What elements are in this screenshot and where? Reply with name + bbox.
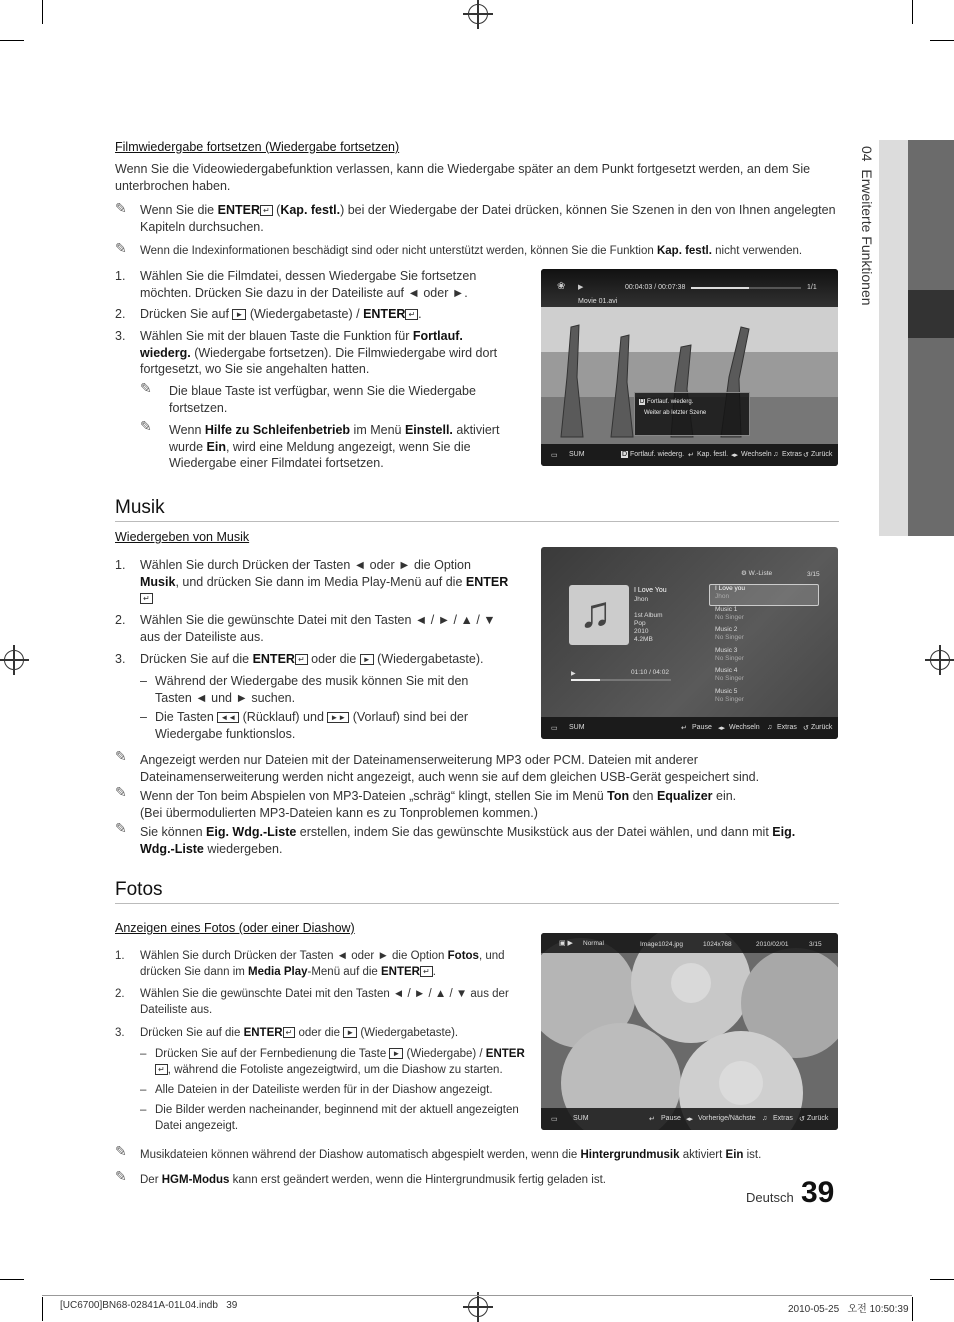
music-list-title: I Love you (715, 585, 745, 592)
arrows-icon: ◂▸ (718, 725, 726, 732)
playlist-label: ⚙ W.-Liste (741, 570, 773, 577)
crop-mark (42, 1297, 43, 1321)
photo-count: 3/15 (809, 941, 822, 948)
movie-bottom-bar (541, 444, 838, 466)
bar-pause[interactable]: Pause (692, 724, 712, 731)
registration-mark-icon (468, 1297, 488, 1317)
divider (115, 903, 839, 904)
music-list-artist: No Singer (715, 654, 744, 662)
usb-icon: ▭ (551, 452, 558, 459)
track-title: I Love You (634, 587, 667, 594)
section-heading: Filmwiedergabe fortsetzen (Wiedergabe fortsetzen) (115, 140, 400, 154)
crop-mark (930, 40, 954, 41)
footer-language: Deutsch (746, 1190, 794, 1205)
music-list-item[interactable] (715, 585, 815, 606)
music-time: 01:10 / 04:02 (631, 669, 669, 676)
intro-text: Wenn Sie die Videowiedergabefunktion verlassen, kann die Wiedergabe später an dem Punkt fortgesetzt werden, an dem Sie unterbrochen haben. (115, 162, 811, 193)
music-list (715, 585, 815, 708)
music-list-artist: Jhon (715, 593, 730, 600)
note-pen-icon: ✎ (115, 1143, 127, 1159)
dash: – (140, 1084, 147, 1096)
step-text: Wählen Sie durch Drücken der Tasten ◄ oder ► die Option Musik, und drücken Sie dann im Media Play-Menü auf die ENTER↵ (140, 558, 509, 603)
bar-prevnext[interactable]: Vorherige/Nächste (698, 1115, 756, 1122)
bar-extras[interactable]: Extras (773, 1115, 793, 1122)
dash-text: Alle Dateien in der Dateiliste werden für in der Diashow angezeigt. (155, 1084, 493, 1096)
music-list-title: Music 3 (715, 646, 738, 654)
photo-bottom-bar (541, 1108, 838, 1130)
bar-sum: SUM (573, 1115, 589, 1122)
section-heading: Wiedergeben von Musik (115, 530, 250, 544)
dash-text: Die Tasten ◄◄ (Rücklauf) und ►► (Vorlauf) sind bei der Wiedergabe funktionslos. (155, 710, 469, 741)
enter-icon: ↵ (688, 452, 694, 459)
photo-icon: ▣ ▶ (559, 940, 573, 947)
music-bottom-bar (541, 717, 838, 739)
usb-icon: ▭ (551, 1116, 558, 1123)
side-tab-dark (908, 140, 954, 290)
slug-line (42, 1295, 912, 1296)
movie-count: 1/1 (807, 284, 817, 291)
track-year: 2010 (634, 628, 649, 635)
note-pen-icon: ✎ (115, 784, 127, 800)
step-number: 2. (115, 613, 126, 627)
movie-filename: Movie 01.avi (578, 298, 618, 305)
dash-text: Während der Wiedergabe des musik können Sie mit den Tasten ◄ und ► suchen. (155, 674, 469, 705)
play-icon: ▶ (571, 671, 576, 677)
crop-mark (912, 1297, 913, 1321)
dash: – (140, 1048, 147, 1060)
apples-photo (541, 933, 838, 1130)
note-pen-icon: ✎ (115, 240, 127, 256)
arrows-icon: ◂▸ (686, 1116, 694, 1123)
enter-icon: ↵ (649, 1116, 655, 1123)
music-list-item[interactable] (715, 606, 815, 627)
tools-icon: ♫ (762, 1115, 768, 1122)
movie-progress-fill (691, 287, 749, 289)
popup-text: Weiter ab letzter Szene (644, 410, 707, 416)
step-text: Wählen Sie die gewünschte Datei mit den Tasten ◄ / ► / ▲ / ▼ aus der Dateiliste aus. (140, 613, 496, 644)
music-list-title: Music 4 (715, 667, 738, 674)
tools-icon: ♫ (767, 724, 773, 731)
photo-mode: Normal (583, 940, 604, 947)
bar-fortlauf[interactable]: Fortlauf. wiederg. (630, 451, 685, 458)
photo-date: 2010/02/01 (756, 941, 789, 948)
music-list-artist: No Singer (715, 634, 744, 641)
side-tab-dark (908, 338, 954, 536)
section-heading: Anzeigen eines Fotos (oder einer Diashow) (115, 921, 355, 935)
note-text: Wenn Sie die ENTER ↵ (Kap. festl.) bei der Wiedergabe der Datei drücken, können Sie Szenen in den von Ihnen angelegten Kapiteln durchsuchen. (140, 203, 836, 234)
side-tab-marker (908, 290, 954, 338)
track-album: 1st Album (634, 612, 663, 619)
note-text: Sie können Eig. Wdg.-Liste erstellen, indem Sie das gewünschte Musikstück aus der Datei wählen, und dann mit Eig. Wdg.-Liste wiedergeben. (140, 825, 796, 856)
note-pen-icon: ✎ (140, 380, 152, 396)
slug-right: 2010-05-25 오전 10:50:39 (788, 1304, 909, 1315)
slug-left: [UC6700]BN68-02841A-01L04.indb 39 (60, 1300, 238, 1311)
note-text: Wenn der Ton beim Abspielen von MP3-Dateien „schräg“ klingt, stellen Sie im Menü Ton den Equalizer ein. (Bei übermodulierten MP3-Dateien kann es zu Tonproblemen kommen.) (140, 789, 737, 820)
step-number: 3. (115, 1027, 125, 1039)
divider (115, 521, 839, 522)
step-text: Wählen Sie die gewünschte Datei mit den Tasten ◄ / ► / ▲ / ▼ aus der Dateiliste aus. (140, 988, 509, 1016)
registration-mark-icon (4, 650, 24, 670)
bar-zurueck[interactable]: Zurück (807, 1115, 829, 1122)
bar-zurueck[interactable]: Zurück (811, 724, 833, 731)
step-number: 2. (115, 307, 126, 321)
return-icon: ↺ (799, 1116, 805, 1123)
music-list-item[interactable] (715, 688, 815, 709)
return-icon: ↺ (803, 725, 809, 732)
crop-mark (912, 0, 913, 24)
track-size: 4.2MB (634, 636, 653, 643)
note-text: Der HGM-Modus kann erst geändert werden, wenn die Hintergrundmusik fertig geladen ist. (140, 1174, 606, 1186)
music-list-artist: No Singer (715, 675, 744, 682)
photo-screen (541, 933, 838, 1130)
bar-pause[interactable]: Pause (661, 1115, 681, 1122)
music-progress-track (571, 679, 671, 681)
music-progress-fill (571, 679, 600, 681)
photo-filename: Image1024.jpg (640, 941, 684, 948)
usb-icon: ▭ (551, 725, 558, 732)
bar-sum: SUM (569, 451, 585, 458)
music-list-item[interactable] (715, 647, 815, 668)
section-title: Fotos (115, 879, 163, 900)
music-note-icon: ♫ (579, 588, 612, 637)
step-text: Wählen Sie die Filmdatei, dessen Wiedergabe Sie fortsetzen möchten. Drücken Sie dazu in der Dateiliste auf ◄ oder ►. (140, 269, 477, 300)
blue-key-icon: D (622, 451, 628, 458)
bar-wechseln[interactable]: Wechseln (729, 724, 760, 731)
step-number: 3. (115, 329, 126, 343)
step-number: 1. (115, 950, 125, 962)
music-list-artist: No Singer (715, 695, 744, 703)
registration-mark-icon (930, 650, 950, 670)
step-number: 2. (115, 988, 125, 1000)
bar-kap[interactable]: Kap. festl. (697, 451, 729, 458)
note-pen-icon: ✎ (115, 1168, 127, 1184)
note-text: Die blaue Taste ist verfügbar, wenn Sie die Wiedergabe fortsetzen. (169, 384, 476, 415)
resume-popup[interactable]: D Fortlauf. wiederg. Weiter ab letzter Szene (634, 392, 750, 436)
note-pen-icon: ✎ (115, 748, 127, 764)
note-text: Angezeigt werden nur Dateien mit der Dateinamenserweiterung MP3 oder PCM. Dateien mit anderer Dateinamenserweiterung werden nicht angezeigt, auch wenn sie auf dem gleichen USB-Gerät gespeichert sind. (140, 753, 760, 784)
arrows-icon: ◂▸ (731, 452, 739, 459)
dash: – (140, 674, 147, 688)
track-artist: Jhon (634, 596, 649, 603)
track-genre: Pop (634, 620, 646, 627)
dash: – (140, 710, 147, 724)
step-text: Drücken Sie auf die ENTER ↵ oder die ► (Wiedergabetaste). (140, 652, 484, 666)
photo-resolution: 1024x768 (703, 941, 732, 948)
crop-mark (42, 0, 43, 24)
chapter-label: 04 Erweiterte Funktionen (859, 146, 875, 306)
note-text: Musikdateien können während der Diashow automatisch abgespielt werden, wenn die Hintergrundmusik aktiviert Ein ist. (140, 1149, 762, 1161)
step-number: 3. (115, 652, 126, 666)
page-number: 39 (801, 1176, 835, 1209)
note-pen-icon: ✎ (140, 418, 152, 434)
note-pen-icon: ✎ (115, 820, 127, 836)
music-list-title: Music 2 (715, 626, 738, 633)
bar-extras[interactable]: Extras (777, 724, 797, 731)
bar-wechseln[interactable]: Wechseln (741, 451, 772, 458)
registration-mark-icon (468, 4, 488, 24)
step-text: Drücken Sie auf ► (Wiedergabetaste) / ENTER ↵ . (140, 307, 422, 321)
step-number: 1. (115, 558, 126, 572)
dash: – (140, 1104, 147, 1116)
bar-sum: SUM (569, 724, 585, 731)
bar-extras[interactable]: Extras (782, 451, 802, 458)
note-text: Wenn Hilfe zu Schleifenbetrieb im Menü Einstell. aktiviert wurde Ein, wird eine Meldung angezeigt, wenn Sie die Wiedergabe einer Filmdatei fortsetzen. (169, 423, 500, 470)
music-list-artist: No Singer (715, 613, 744, 621)
step-text: Wählen Sie durch Drücken der Tasten ◄ oder ► die Option Fotos, und drücken Sie dann im Media Play-Menü auf die ENTER ↵ . (140, 950, 505, 978)
music-list-item[interactable] (715, 626, 815, 647)
tools-icon: ♫ (773, 451, 779, 458)
movie-icon: ❀ (557, 281, 566, 292)
movie-screen (541, 269, 838, 466)
step-number: 1. (115, 269, 126, 283)
movie-time: 00:04:03 / 00:07:38 (625, 284, 686, 291)
album-art (569, 585, 629, 645)
movie-progress-track (691, 287, 801, 289)
play-icon: ▶ (578, 284, 584, 291)
dash-text: Die Bilder werden nacheinander, beginnend mit der aktuell angezeigten Datei angezeigt. (155, 1104, 519, 1132)
dash-text: Drücken Sie auf der Fernbedienung die Taste ► (Wiedergabe) / ENTER↵ , während die Fotoliste angezeigtwird, um die Diashow zu starten. (155, 1048, 525, 1076)
popup-title: Fortlauf. wiederg. (647, 399, 694, 405)
crop-mark (0, 40, 24, 41)
return-icon: ↺ (803, 452, 809, 459)
bar-zurueck[interactable]: Zurück (811, 451, 833, 458)
step-text: Drücken Sie auf die ENTER ↵ oder die ► (Wiedergabetaste). (140, 1027, 459, 1039)
crop-mark (930, 1279, 954, 1280)
music-list-item[interactable] (715, 667, 815, 688)
enter-icon: ↵ (681, 725, 687, 732)
section-title: Musik (115, 497, 165, 518)
note-text: Wenn die Indexinformationen beschädigt sind oder nicht unterstützt werden, können Sie die Funktion Kap. festl. nicht verwenden. (140, 245, 803, 257)
note-pen-icon: ✎ (115, 200, 127, 216)
music-list-title: Music 5 (715, 687, 738, 695)
music-count: 3/15 (807, 571, 820, 578)
step-text: Wählen Sie mit der blauen Taste die Funktion für Fortlauf. wiederg. (Wiedergabe fortsetzen). Die Filmwiedergabe wird dort fortgesetzt, wo Sie sie angehalten hatten. (140, 329, 498, 376)
music-screen (541, 547, 838, 739)
music-list-title: Music 1 (715, 605, 738, 613)
crop-mark (0, 1279, 24, 1280)
